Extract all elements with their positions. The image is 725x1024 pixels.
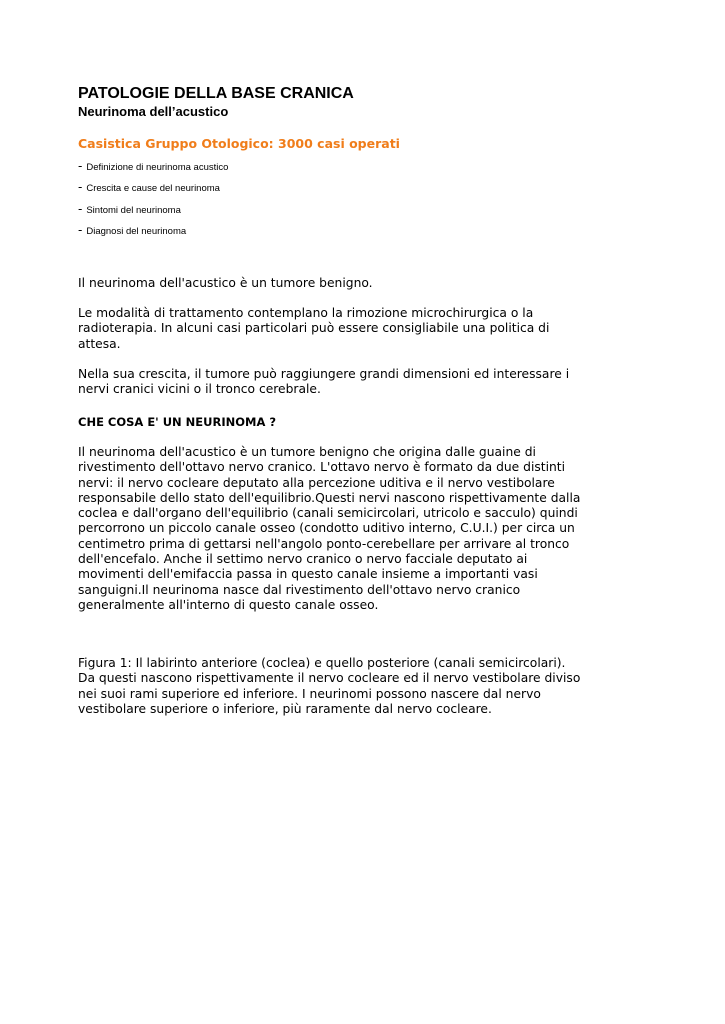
toc-dash: -	[78, 180, 83, 195]
text-line: percorrono un piccolo canale osseo (condotto uditivo interno, C.U.I.) per circa un	[78, 521, 575, 536]
text-line: sanguigni.Il neurinoma nasce dal rivestimento dell'ottavo nervo cranico	[78, 582, 521, 597]
toc-dash: -	[78, 159, 83, 173]
text-line: vestibolare superiore o inferiore, più raramente dal nervo cocleare.	[78, 701, 492, 716]
toc-item-label[interactable]: Crescita e cause del neurinoma	[86, 183, 220, 195]
text-line: responsabile dello stato dell'equilibrio.Questi nervi nascono rispettivamente dalla	[78, 490, 581, 505]
text-line: nervi cranici vicini o il tronco cerebrale.	[78, 382, 321, 397]
toc-dash: -	[78, 222, 83, 237]
text-line: Figura 1: Il labirinto anteriore (coclea) e quello posteriore (canali semicircolari).	[78, 656, 566, 670]
text-line: coclea e dall'organo dell'equilibrio (canali semicircolari, utricolo e sacculo) quindi	[78, 506, 578, 521]
toc-dash: -	[78, 201, 83, 216]
figure-caption	[78, 656, 583, 717]
page-subtitle: Neurinoma dell’acustico	[78, 104, 229, 119]
text-line: Da questi nascono rispettivamente il nervo cocleare ed il nervo vestibolare diviso	[78, 671, 581, 686]
toc-item[interactable]	[78, 155, 228, 176]
text-line: generalmente all'interno di questo canale osseo.	[78, 597, 379, 612]
text-line: nervi: il nervo cocleare deputato alla percezione uditiva e il nervo vestibolare	[78, 475, 555, 490]
toc-item-label[interactable]: Definizione di neurinoma acustico	[86, 162, 229, 173]
intro-paragraph-1	[78, 276, 583, 291]
toc-item[interactable]	[78, 219, 228, 240]
text-line: Le modalità di trattamento contemplano la rimozione microchirurgica o la	[78, 306, 534, 320]
text-line: nei suoi rami superiore ed inferiore. I neurinomi possono nascere dal nervo	[78, 686, 541, 701]
text-line: radioterapia. In alcuni casi particolari può essere consigliabile una politica di	[78, 321, 550, 336]
text-line: attesa.	[78, 336, 121, 351]
text-line: centimetro prima di gettarsi nell'angolo ponto-cerebellare per arrivare al tronco	[78, 536, 570, 551]
text-line: Nella sua crescita, il tumore può raggiungere grandi dimensioni ed interessare i	[78, 367, 570, 381]
text-line: movimenti dell'emifaccia passa in questo canale insieme a importanti vasi	[78, 567, 538, 582]
toc-item[interactable]	[78, 198, 228, 219]
text-line: Il neurinoma dell'acustico è un tumore benigno.	[78, 276, 373, 290]
text-line: rivestimento dell'ottavo nervo cranico. L'ottavo nervo è formato da due distinti	[78, 460, 566, 475]
text-line: Il neurinoma dell'acustico è un tumore benigno che origina dalle guaine di	[78, 445, 536, 459]
intro-paragraph-3	[78, 367, 583, 398]
text-line: dell'encefalo. Anche il settimo nervo cranico o nervo facciale deputato ai	[78, 552, 528, 567]
section-body	[78, 445, 583, 613]
table-of-contents	[78, 155, 228, 240]
page-title: PATOLOGIE DELLA BASE CRANICA	[78, 85, 354, 102]
toc-item-label[interactable]: Diagnosi del neurinoma	[86, 225, 187, 237]
toc-item-label[interactable]: Sintomi del neurinoma	[86, 204, 181, 216]
casistica-heading: Casistica Gruppo Otologico: 3000 casi operati	[78, 136, 400, 151]
toc-item[interactable]	[78, 176, 228, 197]
section-heading: CHE COSA E' UN NEURINOMA ?	[78, 415, 277, 429]
intro-paragraph-2	[78, 306, 583, 352]
